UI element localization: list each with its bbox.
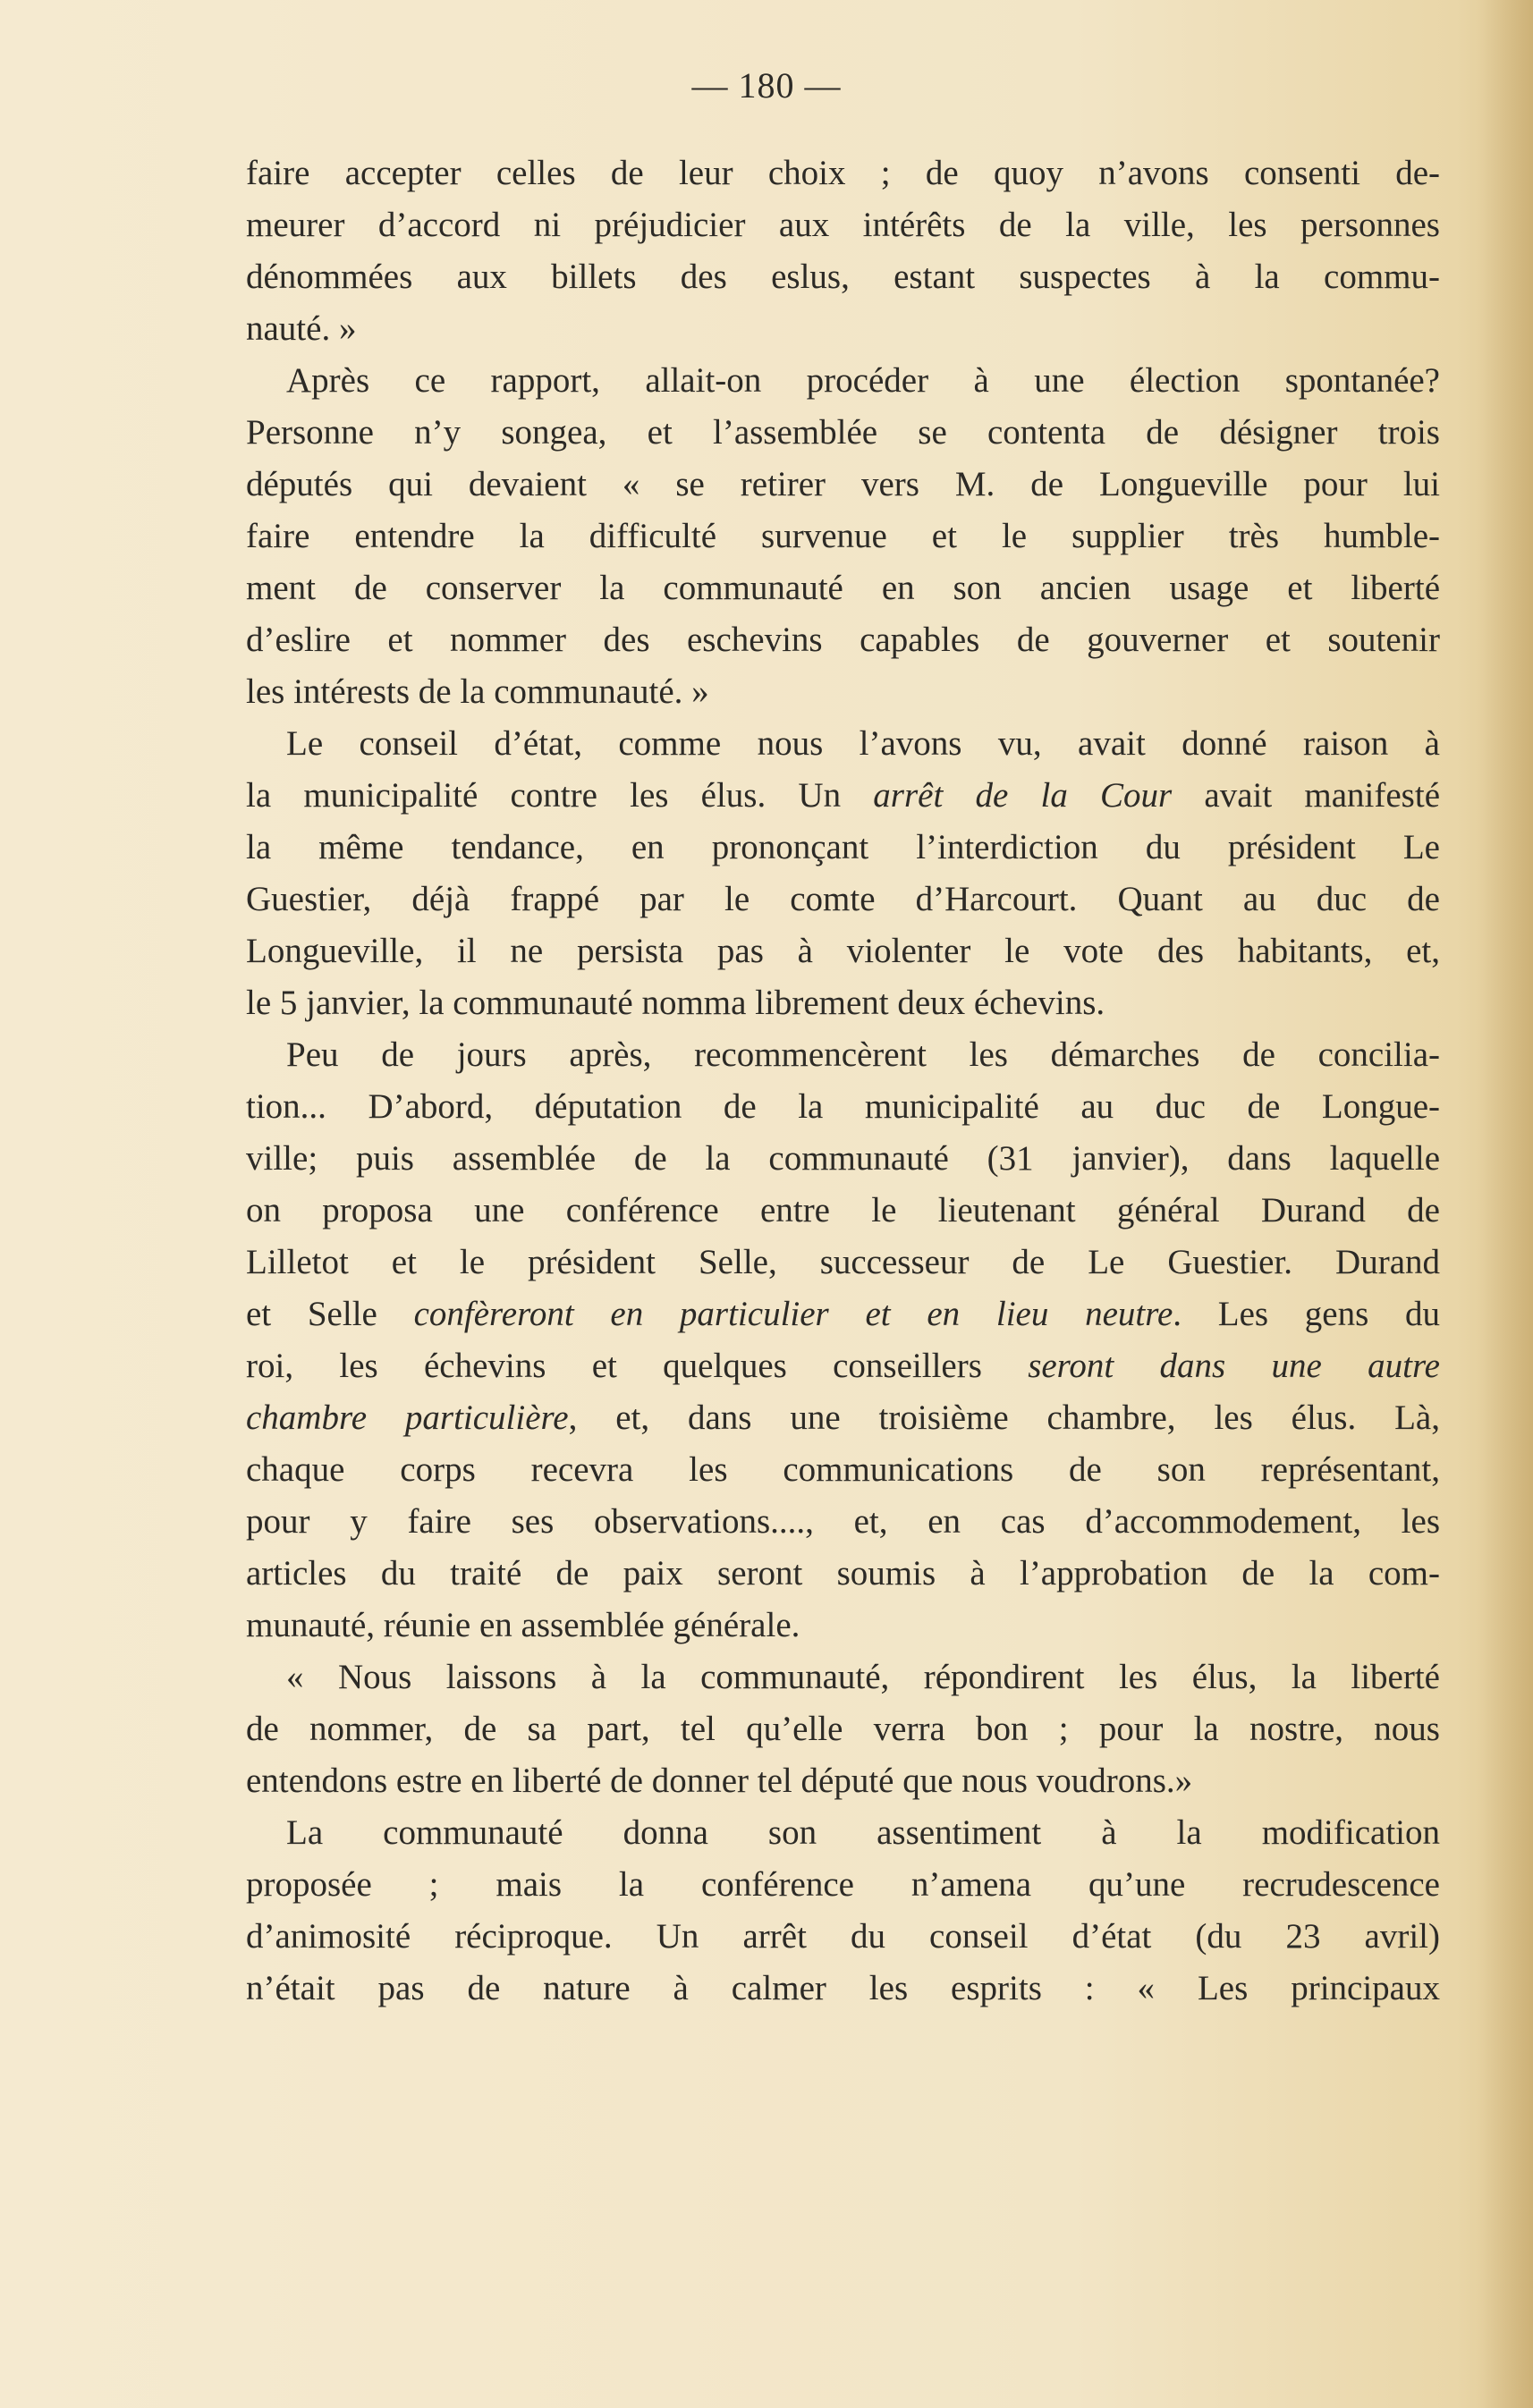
text-span: faire accepter celles de leur choix ; de quoy n’avons consenti de-: [246, 154, 1440, 192]
italic-span: arrêt de la Cour: [873, 776, 1173, 815]
text-line: [246, 1237, 1440, 1288]
text-span: Longueville, il ne persista pas à violenter le vote des habitants, et,: [246, 932, 1440, 970]
text-span: Peu de jours après, recommencèrent les démarches de concilia-: [286, 1035, 1440, 1074]
text-span: et Selle: [246, 1295, 414, 1333]
text-line: [246, 718, 1440, 770]
text-span: entendons estre en liberté de donner tel député que nous voudrons.»: [246, 1762, 1193, 1800]
text-line: [246, 1081, 1440, 1133]
text-span: tion... D’abord, députation de la municipalité au duc de Longue-: [246, 1087, 1440, 1126]
text-line: [246, 355, 1440, 407]
text-line: [246, 1444, 1440, 1496]
text-span: d’eslire et nommer des eschevins capables de gouverner et soutenir: [246, 621, 1440, 659]
text-line: [246, 1340, 1440, 1392]
text-line: [246, 1859, 1440, 1911]
text-line: [246, 1392, 1440, 1444]
text-span: ville; puis assemblée de la communauté (31 janvier), dans laquelle: [246, 1139, 1440, 1178]
text-span: le 5 janvier, la communauté nomma librement deux échevins.: [246, 984, 1105, 1022]
text-line: [246, 770, 1440, 822]
page-number: — 180 —: [691, 65, 842, 106]
text-span: pour y faire ses observations...., et, en cas d’accommodement, les: [246, 1502, 1440, 1541]
text-line: [246, 1703, 1440, 1755]
page-edge-shadow: [1479, 0, 1533, 2408]
text-span: n’était pas de nature à calmer les esprits : « Les principaux: [246, 1969, 1440, 2007]
text-span: chaque corps recevra les communications de son représentant,: [246, 1450, 1440, 1489]
text-line: [246, 303, 1440, 355]
text-span: proposée ; mais la conférence n’amena qu’une recrudescence: [246, 1865, 1440, 1904]
text-line: [246, 511, 1440, 562]
text-span: Après ce rapport, allait-on procéder à une élection spontanée?: [286, 361, 1440, 400]
italic-span: chambre particulière: [246, 1398, 569, 1437]
text-span: La communauté donna son assentiment à la modification: [286, 1813, 1440, 1852]
text-span: députés qui devaient « se retirer vers M. de Longueville pour lui: [246, 465, 1440, 503]
italic-span: confèreront en particulier et en lieu neutre: [413, 1295, 1173, 1333]
text-line: [246, 1911, 1440, 1963]
text-line: [246, 1029, 1440, 1081]
text-line: [246, 1133, 1440, 1185]
text-line: [246, 614, 1440, 666]
text-span: , et, dans une troisième chambre, les élus. Là,: [568, 1398, 1440, 1437]
text-span: « Nous laissons à la communauté, répondirent les élus, la liberté: [286, 1658, 1440, 1696]
text-span: nauté. »: [246, 309, 357, 348]
text-span: roi, les échevins et quelques conseillers: [246, 1347, 1029, 1385]
text-span: dénommées aux billets des eslus, estant suspectes à la commu-: [246, 258, 1440, 296]
text-line: [246, 199, 1440, 251]
text-line: [246, 666, 1440, 718]
text-line: [246, 925, 1440, 977]
text-line: [246, 251, 1440, 303]
text-line: [246, 977, 1440, 1029]
text-span: les intérests de la communauté. »: [246, 672, 709, 711]
text-line: [246, 148, 1440, 199]
text-span: meurer d’accord ni préjudicier aux intérêts de la ville, les personnes: [246, 206, 1440, 244]
text-line: [246, 1600, 1440, 1652]
text-line: [246, 1755, 1440, 1807]
italic-span: seront dans une autre: [1028, 1347, 1440, 1385]
text-span: d’animosité réciproque. Un arrêt du conseil d’état (du 23 avril): [246, 1917, 1440, 1956]
text-line: [246, 1185, 1440, 1237]
text-line: [246, 1652, 1440, 1703]
text-span: articles du traité de paix seront soumis à l’approbation de la com-: [246, 1554, 1440, 1593]
text-line: [246, 407, 1440, 459]
body-text: [246, 148, 1440, 2015]
text-span: munauté, réunie en assemblée générale.: [246, 1606, 800, 1644]
text-span: faire entendre la difficulté survenue et le supplier très humble-: [246, 517, 1440, 555]
text-span: la même tendance, en prononçant l’interdiction du président Le: [246, 828, 1440, 866]
text-line: [246, 822, 1440, 874]
text-line: [246, 874, 1440, 925]
text-line: [246, 1807, 1440, 1859]
text-span: ment de conserver la communauté en son ancien usage et liberté: [246, 569, 1440, 607]
text-line: [246, 1548, 1440, 1600]
text-line: [246, 1288, 1440, 1340]
text-span: Personne n’y songea, et l’assemblée se contenta de désigner trois: [246, 413, 1440, 452]
text-line: [246, 1496, 1440, 1548]
text-line: [246, 562, 1440, 614]
text-line: [246, 1963, 1440, 2015]
text-span: Guestier, déjà frappé par le comte d’Harcourt. Quant au duc de: [246, 880, 1440, 918]
text-span: avait manifesté: [1172, 776, 1440, 815]
text-line: [246, 459, 1440, 511]
text-span: on proposa une conférence entre le lieutenant général Durand de: [246, 1191, 1440, 1229]
text-span: Le conseil d’état, comme nous l’avons vu, avait donné raison à: [286, 724, 1440, 763]
text-span: la municipalité contre les élus. Un: [246, 776, 874, 815]
text-span: Lilletot et le président Selle, successeur de Le Guestier. Durand: [246, 1243, 1440, 1281]
text-span: de nommer, de sa part, tel qu’elle verra bon ; pour la nostre, nous: [246, 1710, 1440, 1748]
text-span: . Les gens du: [1173, 1295, 1440, 1333]
